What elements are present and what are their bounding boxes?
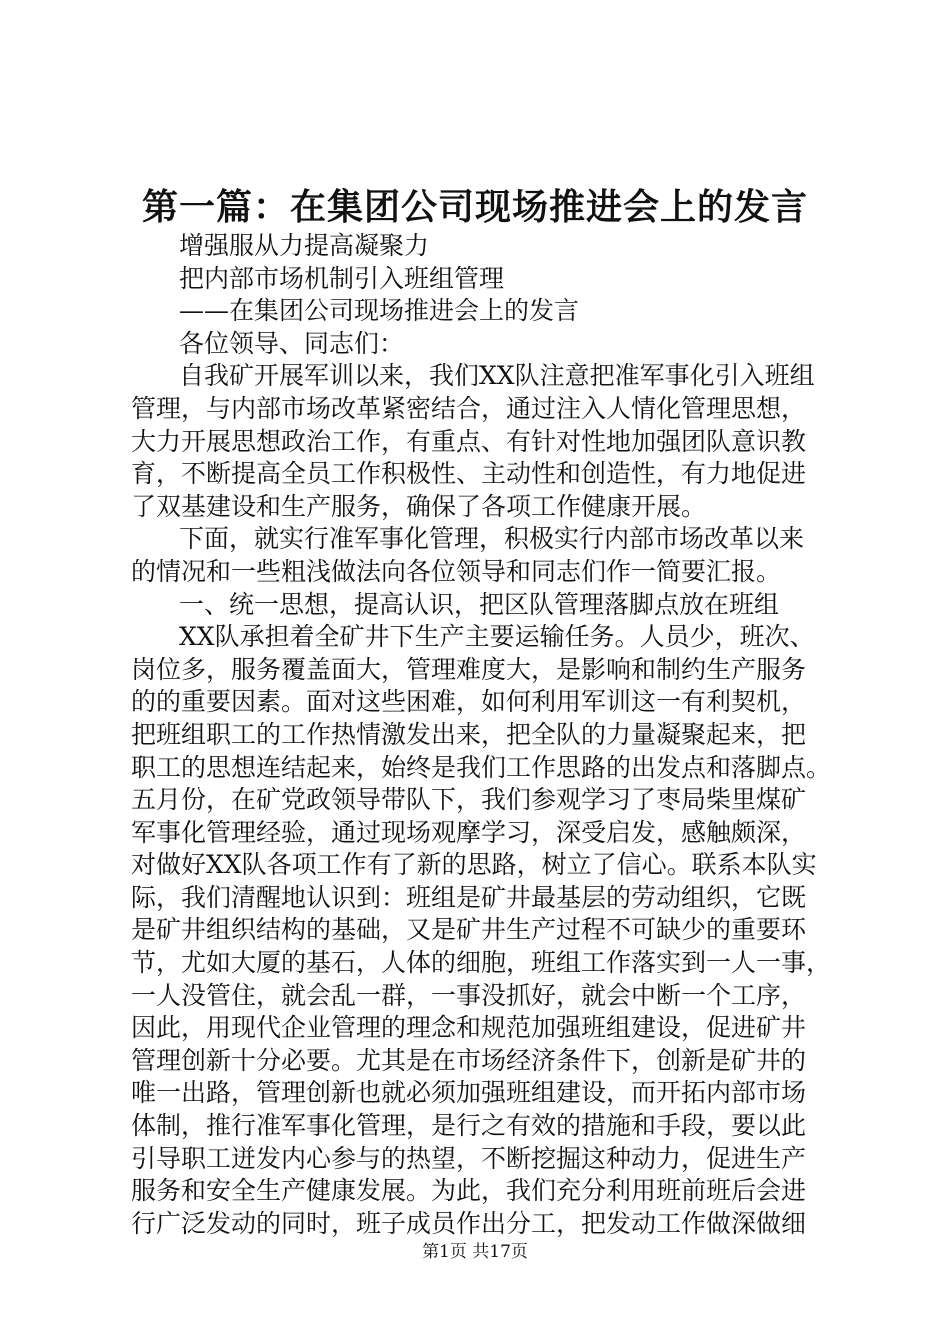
paragraph-line: 大力开展思想政治工作，有重点、有针对性地加强团队意识教	[131, 426, 807, 456]
paragraph-line: 体制，推行准军事化管理，是行之有效的措施和手段，要以此	[131, 1111, 807, 1141]
paragraph-line: 五月份，在矿党政领导带队下，我们参观学习了枣局柴里煤矿	[131, 785, 807, 815]
paragraph-line: 因此，用现代企业管理的理念和规范加强班组建设，促进矿井	[131, 1013, 807, 1043]
subtitle-line: 增强服从力提高凝聚力	[179, 231, 430, 260]
salutation-line: 各位领导、同志们：	[179, 328, 405, 358]
document-title: 第一篇：在集团公司现场推进会上的发言	[141, 186, 808, 228]
paragraph-line: 军事化管理经验，通过现场观摩学习，深受启发，感触颇深，	[131, 817, 807, 847]
paragraph-line: 下面，就实行准军事化管理，积极实行内部市场改革以来	[179, 524, 805, 554]
subtitle-line: 把内部市场机制引入班组管理	[179, 263, 505, 293]
paragraph-line: 岗位多，服务覆盖面大，管理难度大，是影响和制约生产服务	[131, 654, 807, 684]
paragraph-line: 管理，与内部市场改革紧密结合，通过注入人情化管理思想，	[131, 393, 807, 423]
paragraph-line: 一人没管住，就会乱一群，一事没抓好，就会中断一个工序，	[131, 980, 807, 1010]
paragraph-line: 引导职工迸发内心参与的热望，不断挖掘这种动力，促进生产	[131, 1143, 807, 1173]
paragraph-line: 自我矿开展军训以来，我们XX队注意把准军事化引入班组	[179, 361, 815, 391]
paragraph-line: 了双基建设和生产服务，确保了各项工作健康开展。	[131, 491, 707, 521]
document-body	[131, 230, 836, 1240]
paragraph-line: 节，尤如大厦的基石，人体的细胞，班组工作落实到一人一事，	[131, 948, 832, 978]
page-number-footer: 第1页 共17页	[422, 1242, 528, 1262]
paragraph-line: 际，我们清醒地认识到：班组是矿井最基层的劳动组织，它既	[131, 882, 807, 912]
paragraph-line: 对做好XX队各项工作有了新的思路，树立了信心。联系本队实	[131, 850, 817, 880]
section-heading: 一、统一思想，提高认识，把区队管理落脚点放在班组	[179, 589, 780, 619]
paragraph-line: 行广泛发动的同时，班子成员作出分工，把发动工作做深做细	[131, 1208, 807, 1238]
paragraph-line: 是矿井组织结构的基础，又是矿井生产过程不可缺少的重要环	[131, 915, 807, 945]
paragraph-line: 职工的思想连结起来，始终是我们工作思路的出发点和落脚点。	[131, 752, 832, 782]
paragraph-line: 的情况和一些粗浅做法向各位领导和同志们作一简要汇报。	[131, 556, 782, 586]
paragraph-line: 管理创新十分必要。尤其是在市场经济条件下，创新是矿井的	[131, 1045, 807, 1075]
subtitle-line: ——在集团公司现场推进会上的发言	[179, 296, 580, 326]
paragraph-line: 唯一出路，管理创新也就必须加强班组建设，而开拓内部市场	[131, 1078, 807, 1108]
paragraph-line: 的的重要因素。面对这些困难，如何利用军训这一有利契机，	[131, 687, 807, 717]
paragraph-line: 育，不断提高全员工作积极性、主动性和创造性，有力地促进	[131, 459, 807, 489]
paragraph-line: 服务和安全生产健康发展。为此，我们充分利用班前班后会进	[131, 1176, 807, 1206]
paragraph-line: XX队承担着全矿井下生产主要运输任务。人员少，班次、	[179, 622, 815, 652]
paragraph-line: 把班组职工的工作热情激发出来，把全队的力量凝聚起来，把	[131, 719, 807, 749]
